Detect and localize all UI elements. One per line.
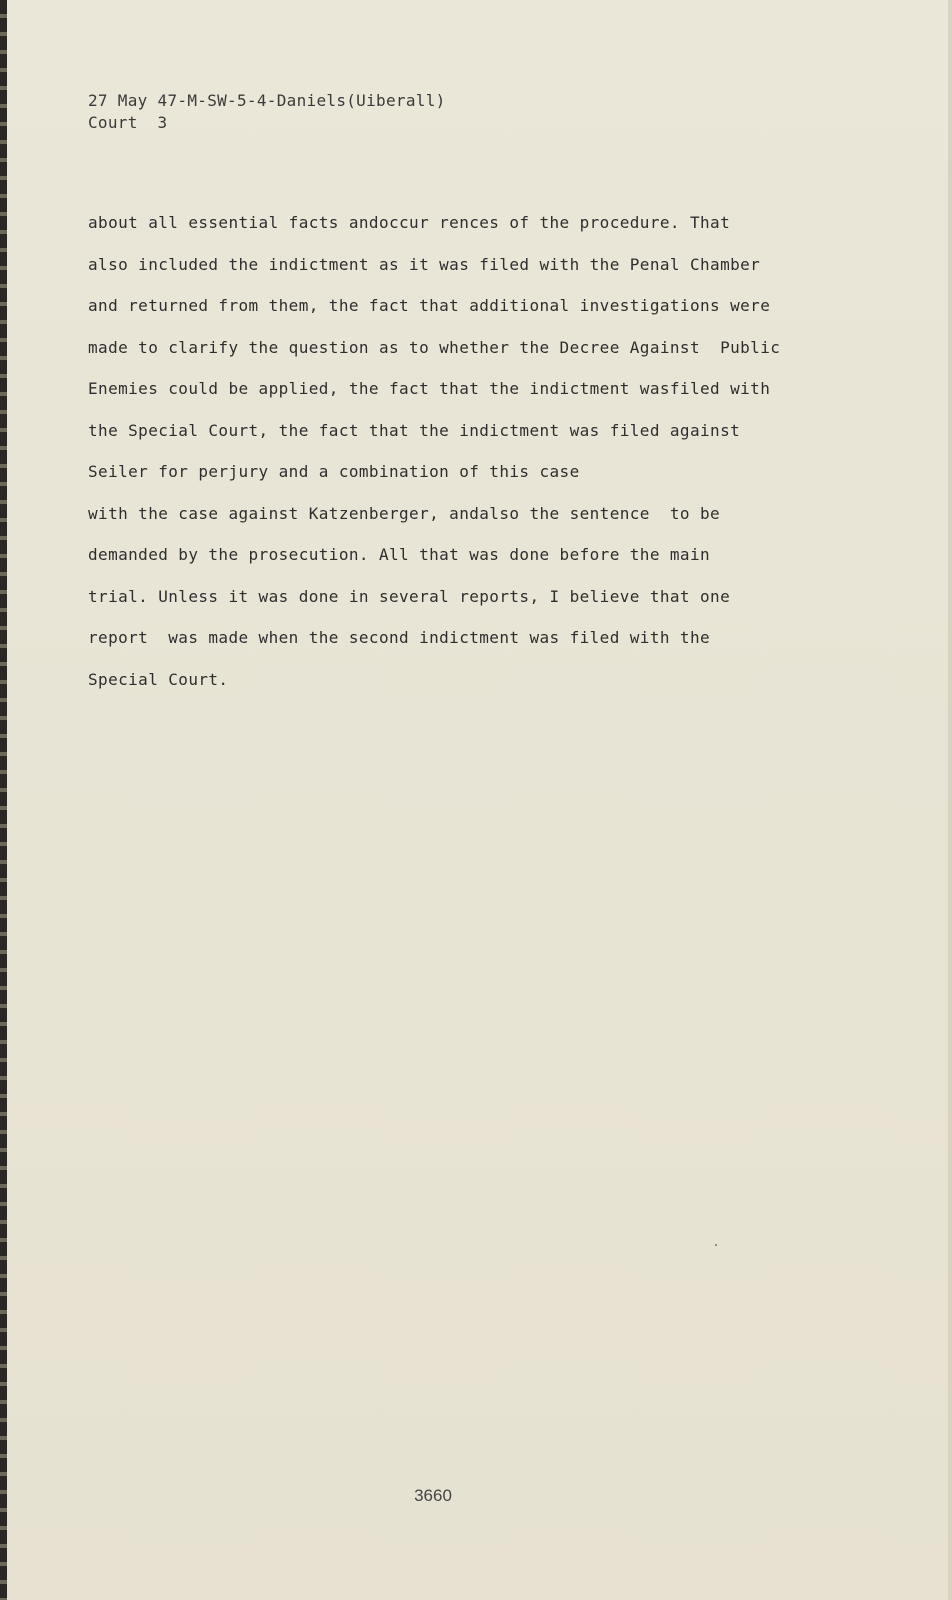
body-line: made to clarify the question as to whether the Decree Against Public xyxy=(88,337,781,357)
body-line: Special Court. xyxy=(88,669,229,689)
document-header xyxy=(88,90,446,134)
paper-speck xyxy=(715,1244,717,1246)
body-line: demanded by the prosecution. All that was done before the main xyxy=(88,545,711,564)
header-court-line: Court 3 xyxy=(88,113,168,132)
binding-edge xyxy=(0,0,7,1600)
body-line: with the case against Katzenberger, andalso the sentence to be xyxy=(88,503,721,523)
body-line: and returned from them, the fact that additional investigations were xyxy=(88,296,771,315)
body-line: also included the indictment as it was filed with the Penal Chamber xyxy=(88,254,761,274)
body-line: Seiler for perjury and a combination of this case xyxy=(88,462,580,481)
body-line: about all essential facts andoccur rences of the procedure. That xyxy=(88,213,731,232)
body-line: the Special Court, the fact that the indictment was filed against xyxy=(88,420,741,440)
body-line: trial. Unless it was done in several reports, I believe that one xyxy=(88,586,731,606)
body-line: report was made when the second indictment was filed with the xyxy=(88,628,711,647)
page-number: 3660 xyxy=(414,1486,452,1505)
transcript-body xyxy=(88,212,908,710)
page-right-edge xyxy=(948,0,952,1600)
body-line: Enemies could be applied, the fact that the indictment wasfiled with xyxy=(88,379,771,398)
header-reference-line: 27 May 47-M-SW-5-4-Daniels(Uiberall) xyxy=(88,91,446,110)
